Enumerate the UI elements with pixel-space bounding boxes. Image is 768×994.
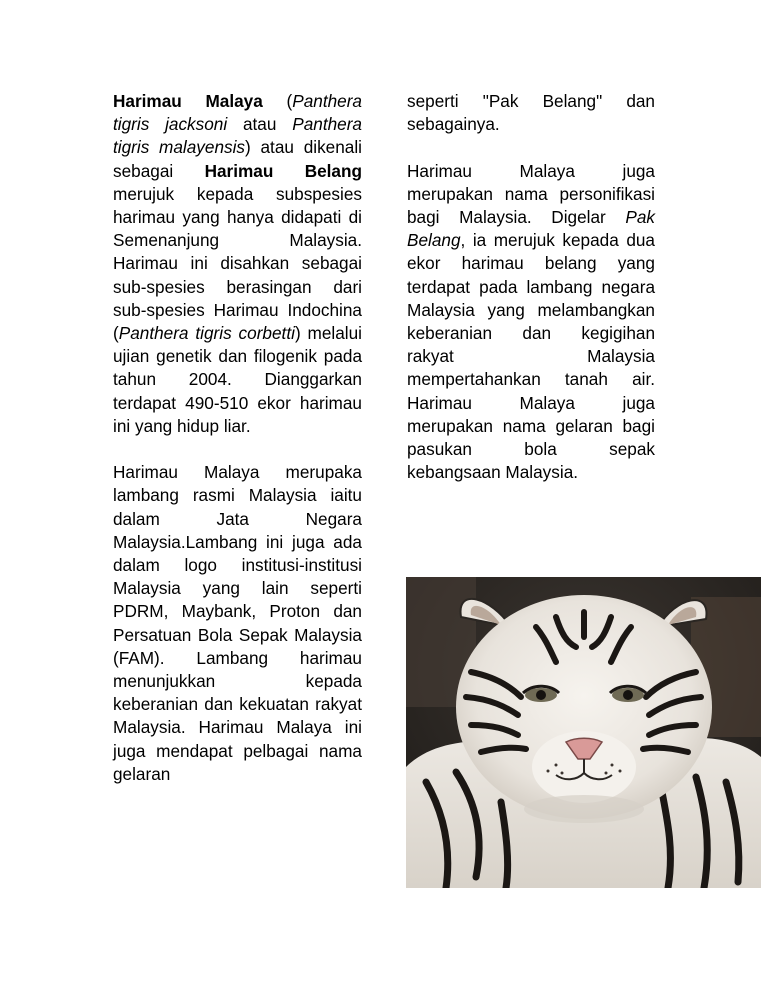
white-tiger-illustration	[406, 577, 761, 888]
paragraph-intro: Harimau Malaya (Panthera tigris jacksoni atau Panthera tigris malayensis) atau dikenali sebagai Harimau Belang merujuk kepada subspesies harimau yang hanya didapati di Semenanjung Malaysia. Harimau ini disahkan sebagai sub-spesies berasingan dari sub-spesies Harimau Indochina (Panthera tigris corbetti) melalui ujian genetik dan filogenik pada tahun 2004. Dianggarkan terdapat 490-510 ekor harimau ini yang hidup liar.	[113, 91, 363, 436]
scientific-name-corbetti: Panthera tigris corbetti	[118, 323, 295, 344]
term-pak-belang: Pak Belang	[407, 207, 655, 251]
scientific-name-jacksoni: Panthera tigris jacksoni	[113, 91, 362, 135]
white-tiger-photo	[406, 577, 761, 888]
paragraph-nicknames: seperti "Pak Belang" dan sebagainya.	[407, 91, 655, 135]
term-harimau-belang: Harimau Belang	[204, 160, 362, 181]
right-column	[407, 90, 655, 484]
left-column	[113, 90, 362, 786]
scientific-name-malayensis: Panthera tigris malayensis	[113, 114, 362, 158]
paragraph-symbol: Harimau Malaya merupaka lambang rasmi Malaysia iaitu dalam Jata Negara Malaysia.Lambang ini juga ada dalam logo institusi-institusi Malaysia yang lain seperti PDRM, Maybank, Proton dan Persatuan Bola Sepak Malaysia (FAM). Lambang harimau menunjukkan kepada keberanian dan kekuatan rakyat Malaysia. Harimau Malaya ini juga mendapat pelbagai nama gelaran	[113, 462, 362, 784]
term-harimau-malaya: Harimau Malaya	[113, 91, 263, 111]
paragraph-personification: Harimau Malaya juga merupakan nama personifikasi bagi Malaysia. Digelar Pak Belang, ia merujuk kepada dua ekor harimau belang yang terdapat pada lambang negara Malaysia yang melambangkan keberanian dan kegigihan rakyat Malaysia mempertahankan tanah air. Harimau Malaya juga merupakan nama gelaran bagi pasukan bola sepak kebangsaan Malaysia.	[407, 160, 655, 483]
